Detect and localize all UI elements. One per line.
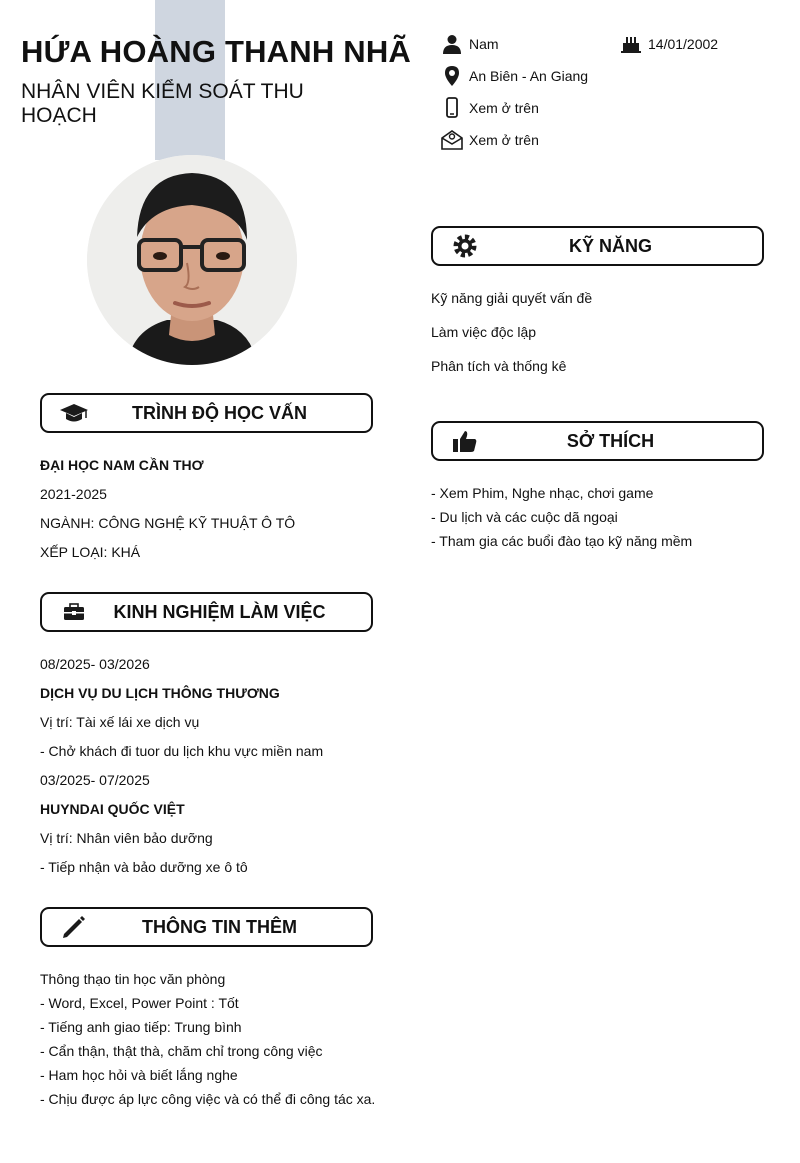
contact-birthdate bbox=[620, 33, 718, 55]
job-2-detail: - Tiếp nhận và bảo dưỡng xe ô tô bbox=[40, 859, 248, 875]
phone-value: Xem ở trên bbox=[469, 100, 539, 116]
experience-title: KINH NGHIỆM LÀM VIỆC bbox=[113, 601, 326, 622]
skill-item: Làm việc độc lập bbox=[431, 324, 537, 340]
job-1-company: DỊCH VỤ DU LỊCH THÔNG THƯƠNG bbox=[40, 685, 280, 701]
job-1-position: Vị trí: Tài xế lái xe dịch vụ bbox=[40, 714, 200, 730]
extra-line: Thông thạo tin học văn phòng bbox=[40, 971, 226, 987]
person-icon bbox=[441, 33, 463, 55]
address-value: An Biên - An Giang bbox=[469, 68, 589, 84]
job-2-position: Vị trí: Nhân viên bảo dưỡng bbox=[40, 830, 213, 846]
extra-line: - Cẩn thận, thật thà, chăm chỉ trong công việc bbox=[40, 1043, 323, 1059]
hobby-item: - Tham gia các buổi đào tạo kỹ năng mềm bbox=[431, 533, 693, 549]
education-years: 2021-2025 bbox=[40, 486, 107, 502]
education-title: TRÌNH ĐỘ HỌC VẤN bbox=[132, 402, 307, 423]
hobbies-title: SỞ THÍCH bbox=[566, 430, 655, 451]
birthdate-value: 14/01/2002 bbox=[648, 36, 719, 52]
job-2-period: 03/2025- 07/2025 bbox=[40, 772, 150, 788]
extra-section-header bbox=[40, 907, 373, 947]
education-school: ĐẠI HỌC NAM CẦN THƠ bbox=[40, 457, 204, 473]
job-1-detail: - Chở khách đi tuor du lịch khu vực miền nam bbox=[40, 743, 324, 759]
education-grade: XẾP LOẠI: KHÁ bbox=[40, 544, 141, 560]
skills-title: KỸ NĂNG bbox=[568, 235, 652, 256]
extra-title: THÔNG TIN THÊM bbox=[142, 916, 297, 937]
skills-section-header bbox=[431, 226, 764, 266]
email-icon bbox=[441, 129, 463, 151]
contact-address bbox=[441, 65, 588, 87]
experience-section-header bbox=[40, 592, 373, 632]
hobby-item: - Xem Phim, Nghe nhạc, chơi game bbox=[431, 485, 654, 501]
contact-gender bbox=[441, 33, 499, 55]
pencil-icon bbox=[42, 914, 106, 940]
birthday-cake-icon bbox=[620, 33, 642, 55]
extra-line: - Chịu được áp lực công việc và có thể đi công tác xa. bbox=[40, 1091, 376, 1107]
job-title: NHÂN VIÊN KIỂM SOÁT THU HOẠCH bbox=[21, 80, 304, 127]
hobby-item: - Du lịch và các cuộc dã ngoại bbox=[431, 509, 618, 525]
graduation-cap-icon bbox=[42, 402, 106, 424]
thumbs-up-icon bbox=[433, 429, 497, 453]
gender-value: Nam bbox=[469, 36, 499, 52]
job-1-period: 08/2025- 03/2026 bbox=[40, 656, 150, 672]
extra-line: - Tiếng anh giao tiếp: Trung bình bbox=[40, 1019, 242, 1035]
extra-line: - Ham học hỏi và biết lắng nghe bbox=[40, 1067, 238, 1083]
skill-item: Kỹ năng giải quyết vấn đề bbox=[431, 290, 593, 306]
education-major: NGÀNH: CÔNG NGHỆ KỸ THUẬT Ô TÔ bbox=[40, 515, 296, 531]
gear-icon bbox=[433, 233, 497, 259]
job-2-company: HUYNDAI QUỐC VIỆT bbox=[40, 801, 185, 817]
email-value: Xem ở trên bbox=[469, 132, 539, 148]
extra-line: - Word, Excel, Power Point : Tốt bbox=[40, 995, 239, 1011]
education-section-header bbox=[40, 393, 373, 433]
hobbies-section-header bbox=[431, 421, 764, 461]
briefcase-icon bbox=[42, 603, 106, 621]
profile-photo bbox=[87, 155, 297, 365]
contact-phone bbox=[441, 97, 539, 119]
candidate-name: HỨA HOÀNG THANH NHÃ bbox=[21, 34, 412, 69]
skill-item: Phân tích và thống kê bbox=[431, 358, 567, 374]
contact-email bbox=[441, 129, 539, 151]
phone-icon bbox=[441, 97, 463, 119]
location-pin-icon bbox=[441, 65, 463, 87]
